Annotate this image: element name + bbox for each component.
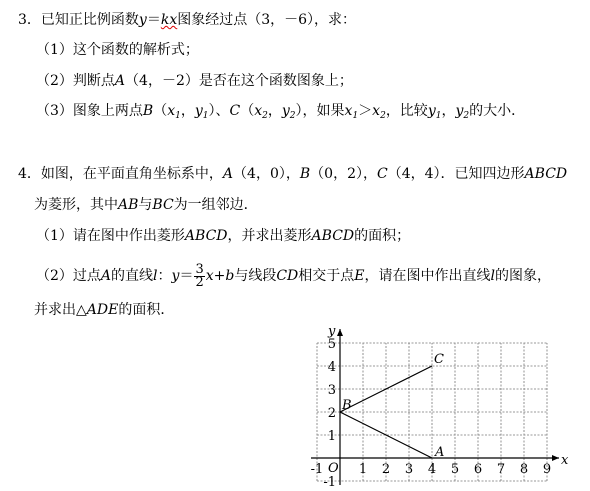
t: ，: [180, 103, 195, 119]
var: x: [372, 103, 381, 119]
t: 的面积．: [118, 302, 175, 318]
q3-sub2-text-b: （4，－2）是否在这个函数图象上；: [125, 73, 353, 89]
line-l: l: [490, 268, 495, 284]
y-tick-label: 2: [327, 406, 336, 421]
fraction-den: 2: [195, 274, 204, 290]
line-l: l: [153, 268, 158, 284]
quad: ABCD: [184, 228, 228, 244]
var: x+b: [205, 268, 235, 284]
t: 为一组邻边．: [173, 197, 258, 213]
y-tick-label: 5: [327, 337, 336, 352]
x-tick-label: 1: [358, 462, 368, 477]
pointA: A: [100, 268, 112, 284]
origin-label: O: [328, 461, 339, 476]
var: y: [281, 103, 290, 119]
t: （4，4）．已知四边形: [387, 166, 525, 182]
pointC: C: [377, 166, 388, 182]
t: ，比较: [385, 103, 428, 119]
t: ，请在图中作出直线: [364, 268, 491, 284]
pointB: B: [299, 166, 311, 182]
x-tick-label: 9: [542, 462, 552, 477]
x-tick-label: 7: [496, 462, 506, 477]
x-axis-label: x: [561, 453, 569, 468]
t: 与: [138, 197, 153, 213]
sub: 2: [463, 111, 470, 121]
quad: ABCD: [311, 228, 355, 244]
t: ：: [157, 268, 172, 284]
q3-var-y: y: [138, 12, 147, 28]
t: （3）图象上两点: [36, 103, 143, 119]
sub: 2: [380, 111, 386, 121]
t: ，并求出菱形: [227, 228, 312, 244]
q3-text-suffix: 图象经过点（3，－6），求：: [177, 12, 357, 28]
y-tick-label: 1: [327, 429, 336, 444]
fraction-num: 3: [195, 261, 204, 277]
q3-sub2-text: （2）判断点: [36, 73, 115, 89]
q3-var-kx: kx: [160, 12, 178, 28]
var: y: [194, 103, 203, 119]
t: 4．如图，在平面直角坐标系中，: [18, 166, 223, 182]
q3-sub2-pointA: A: [114, 73, 126, 89]
q3-eq: ＝: [146, 12, 161, 28]
seg: BC: [152, 197, 174, 213]
seg: CD: [276, 268, 299, 284]
y-axis-arrow: [337, 329, 343, 336]
t: （1）请在图中作出菱形: [36, 228, 185, 244]
sub: 1: [202, 111, 209, 121]
x-tick-label: 8: [519, 462, 529, 477]
triangle: ADE: [86, 302, 119, 318]
x-tick-label: 3: [404, 462, 414, 477]
t: （0，2），: [310, 166, 377, 182]
x-tick-label: -1: [310, 462, 324, 477]
y-tick-label: 3: [327, 383, 336, 398]
x-axis-arrow: [552, 455, 559, 461]
y-axis-label: y: [328, 324, 336, 339]
sub: 1: [175, 111, 181, 121]
t: 相交于点: [298, 268, 355, 284]
t: ）、: [208, 103, 230, 119]
sub: 2: [262, 111, 268, 121]
x-tick-label: 5: [450, 462, 460, 477]
quad: ABCD: [524, 166, 568, 182]
t: （: [153, 103, 168, 119]
sub: 1: [352, 111, 359, 121]
t: 的直线: [111, 268, 154, 284]
t: 为菱形，其中: [34, 197, 118, 213]
t: ，: [267, 103, 282, 119]
var: x: [167, 103, 176, 119]
var: y: [171, 268, 180, 284]
point-label-A: A: [435, 445, 445, 460]
q3-text: 3．已知正比例函数: [18, 12, 139, 28]
t: ），如果: [295, 103, 345, 119]
var: y: [455, 103, 464, 119]
t: 并求出△: [34, 302, 87, 318]
pointB: B: [142, 103, 154, 119]
t: 的图象，: [494, 268, 551, 284]
var: y: [427, 103, 436, 119]
x-tick-label: 6: [473, 462, 483, 477]
q3-sub1: （1）这个函数的解析式；: [36, 42, 199, 58]
sub: 2: [289, 111, 296, 121]
seg: AB: [118, 197, 139, 213]
pointE: E: [354, 268, 365, 284]
t: 的大小．: [469, 103, 526, 119]
t: （4，0），: [233, 166, 300, 182]
y-tick-label: -1: [323, 475, 336, 490]
y-tick-label: 4: [327, 360, 336, 375]
t: ，: [441, 103, 456, 119]
pointC: C: [229, 103, 241, 119]
var: x: [254, 103, 263, 119]
x-tick-label: 4: [427, 462, 437, 477]
t: （: [240, 103, 255, 119]
sub: 1: [435, 111, 442, 121]
t: ＝: [179, 268, 194, 284]
var: x: [344, 103, 353, 119]
point-label-B: B: [342, 398, 352, 413]
pointA: A: [222, 166, 234, 182]
t: 的面积；: [354, 228, 411, 244]
x-tick-label: 2: [381, 462, 391, 477]
t: ＞: [358, 103, 373, 119]
t: 与线段: [234, 268, 277, 284]
point-label-C: C: [434, 352, 444, 367]
t: （2）过点: [36, 268, 101, 284]
